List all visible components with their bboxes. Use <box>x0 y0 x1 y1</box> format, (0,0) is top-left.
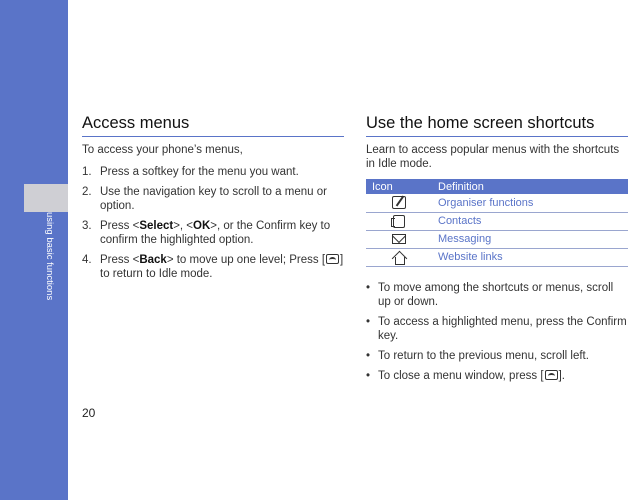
step-number: 1. <box>82 166 92 178</box>
page-number: 20 <box>82 406 96 420</box>
definition-cell: Messaging <box>432 230 628 248</box>
step-number: 2. <box>82 186 92 198</box>
step-item <box>82 219 344 247</box>
step-text: Press a softkey for the menu you want. <box>100 166 299 178</box>
definition-column-header: Definition <box>432 179 628 194</box>
list-item <box>366 369 628 383</box>
access-menus-section <box>82 114 344 287</box>
step-number: 3. <box>82 220 92 232</box>
definition-cell: Website links <box>432 248 628 266</box>
table-row <box>366 230 628 248</box>
contacts-icon <box>393 215 405 228</box>
select-key-label: Select <box>139 220 174 232</box>
icon-column-header: Icon <box>366 179 432 194</box>
step-number: 4. <box>82 254 92 266</box>
definition-cell: Contacts <box>432 212 628 230</box>
step-item <box>82 165 344 179</box>
home-shortcuts-section <box>366 114 628 389</box>
tips-list <box>366 281 628 383</box>
list-text-part: To close a menu window, press [ <box>378 369 544 382</box>
step-item <box>82 253 344 281</box>
definition-cell: Organiser functions <box>432 194 628 212</box>
list-item: • To return to the previous menu, scroll left. <box>366 349 628 363</box>
access-menus-intro: To access your phone’s menus, <box>82 144 243 156</box>
step-text-part: ] to return to Idle mode. <box>100 254 344 280</box>
step-text-part: Press < <box>100 220 140 232</box>
step-text-part: > to move up one level; Press [ <box>166 254 326 266</box>
list-item: • To access a highlighted menu, press the Confirm key. <box>366 315 628 343</box>
shortcuts-table <box>366 179 628 267</box>
table-row <box>366 212 628 230</box>
list-item: • To move among the shortcuts or menus, scroll up or down. <box>366 281 628 309</box>
step-text: Use the navigation key to scroll to a menu or option. <box>100 186 327 212</box>
table-row <box>366 194 628 212</box>
table-row <box>366 248 628 266</box>
section-tab <box>24 184 68 212</box>
list-text-part: ]. <box>558 369 565 382</box>
section-label: using basic functions <box>44 212 55 301</box>
messaging-icon <box>392 234 406 244</box>
step-item <box>82 185 344 213</box>
table-header-row <box>366 179 628 194</box>
ok-key-label: OK <box>193 220 211 232</box>
access-menus-heading: Access menus <box>82 114 344 137</box>
home-shortcuts-heading: Use the home screen shortcuts <box>366 114 628 137</box>
organiser-icon <box>392 196 406 209</box>
end-call-key-icon <box>545 370 558 380</box>
step-text-part: Press < <box>100 254 140 266</box>
website-links-icon <box>392 251 406 264</box>
step-text-part: >, < <box>173 220 194 232</box>
step-text-part: >, or the Confirm key to confirm the highlighted option. <box>100 220 331 246</box>
steps-list <box>82 165 344 281</box>
back-key-label: Back <box>139 254 167 266</box>
end-call-key-icon <box>326 254 339 264</box>
home-shortcuts-intro: Learn to access popular menus with the shortcuts in Idle mode. <box>366 144 620 170</box>
